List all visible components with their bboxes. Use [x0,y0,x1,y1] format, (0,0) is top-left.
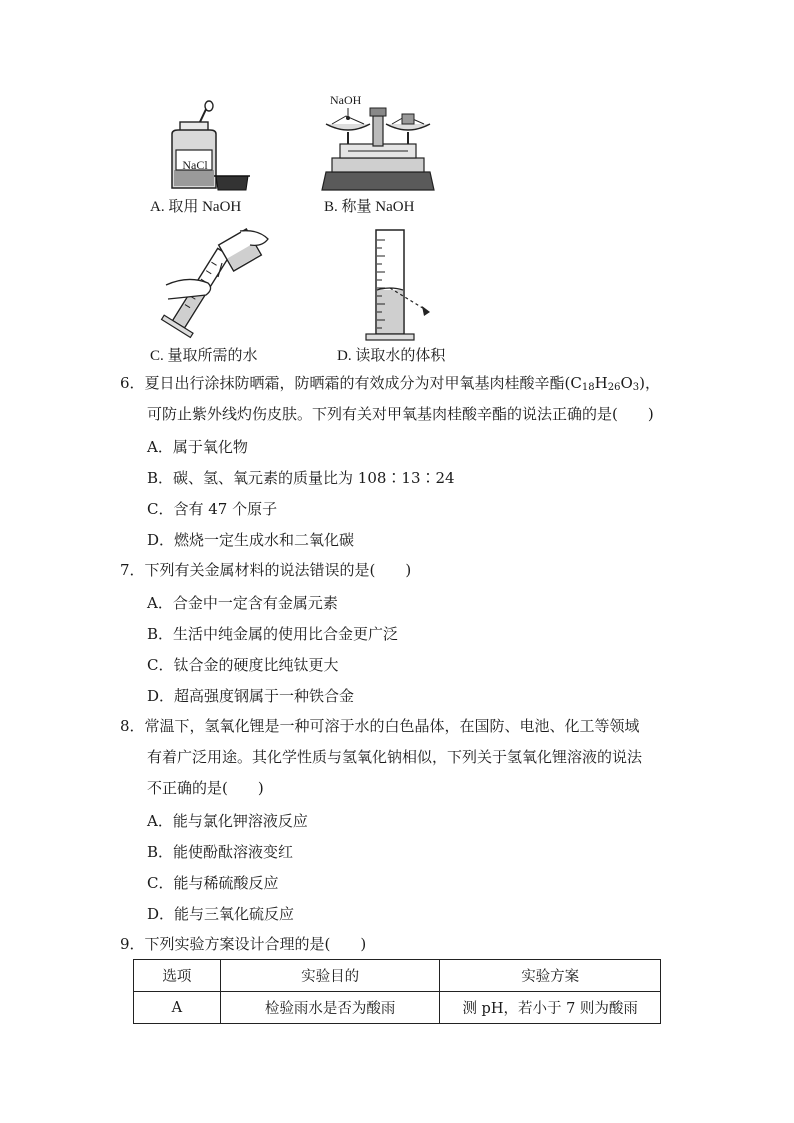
question-6-option-c: C．含有 47 个原子 [147,500,278,518]
table-header-cell: 实验目的 [220,960,440,992]
table-cell: 测 pH，若小于 7 则为酸雨 [440,992,661,1024]
figure-a-caption: A. 取用 NaOH [150,199,242,215]
table-header-row [134,960,661,992]
question-6-option-a: A．属于氧化物 [147,438,248,456]
balance-scale-illustration [318,94,438,194]
question-8-line-3: 不正确的是( ) [147,779,264,797]
question-8-option-c: C．能与稀硫酸反应 [147,874,279,892]
question-6-line-2: 可防止紫外线灼伤皮肤。下列有关对甲氧基肉桂酸辛酯的说法正确的是( ) [147,405,654,423]
reagent-jar-illustration [160,100,270,195]
table-header-cell: 实验方案 [440,960,661,992]
question-8-line-2: 有着广泛用途。其化学性质与氢氧化钠相似，下列关于氢氧化锂溶液的说法 [147,748,643,766]
figure-d [360,228,450,343]
question-7-option-c: C．钛合金的硬度比纯钛更大 [147,656,339,674]
naoh-label: NaOH [330,93,362,107]
question-8-option-a: A．能与氯化钾溶液反应 [147,812,308,830]
experiment-table [133,959,661,1024]
table-row [134,992,661,1024]
question-8-line-1: 8．常温下，氢氧化锂是一种可溶于水的白色晶体，在国防、电池、化工等领域 [120,717,640,735]
question-7-option-d: D．超高强度钢属于一种铁合金 [147,687,355,705]
question-7-option-b: B．生活中纯金属的使用比合金更广泛 [147,625,399,643]
question-6-line-1: 6．夏日出行涂抹防晒霜，防晒霜的有效成分为对甲氧基肉桂酸辛酯$(C_{18}H_{26}O_3)$， [120,374,660,393]
jar-label: NaCl [182,158,208,172]
pouring-water-illustration [158,225,278,345]
table-cell: A [134,992,221,1024]
figure-d-caption: D. 读取水的体积 [337,348,446,364]
figure-c-caption: C. 量取所需的水 [150,348,258,364]
figure-b-caption: B. 称量 NaOH [324,199,415,215]
question-8-option-d: D．能与三氧化硫反应 [147,905,295,923]
question-6-option-b: B．碳、氢、氧元素的质量比为 108∶13∶24 [147,469,455,487]
question-9-line-1: 9．下列实验方案设计合理的是( ) [120,935,367,953]
question-7-option-a: A．合金中一定含有金属元素 [147,594,338,612]
question-6-option-d: D．燃烧一定生成水和二氧化碳 [147,531,355,549]
figure-a [160,100,270,195]
figure-c [158,225,278,345]
question-7-line-1: 7．下列有关金属材料的说法错误的是( ) [120,561,412,579]
formula: $C_{18}H_{26}O_3$)， [570,374,660,393]
table-header-cell: 选项 [134,960,221,992]
reading-volume-illustration [360,228,450,343]
question-8-option-b: B．能使酚酞溶液变红 [147,843,294,861]
figure-b [318,94,438,194]
table-cell: 检验雨水是否为酸雨 [220,992,440,1024]
